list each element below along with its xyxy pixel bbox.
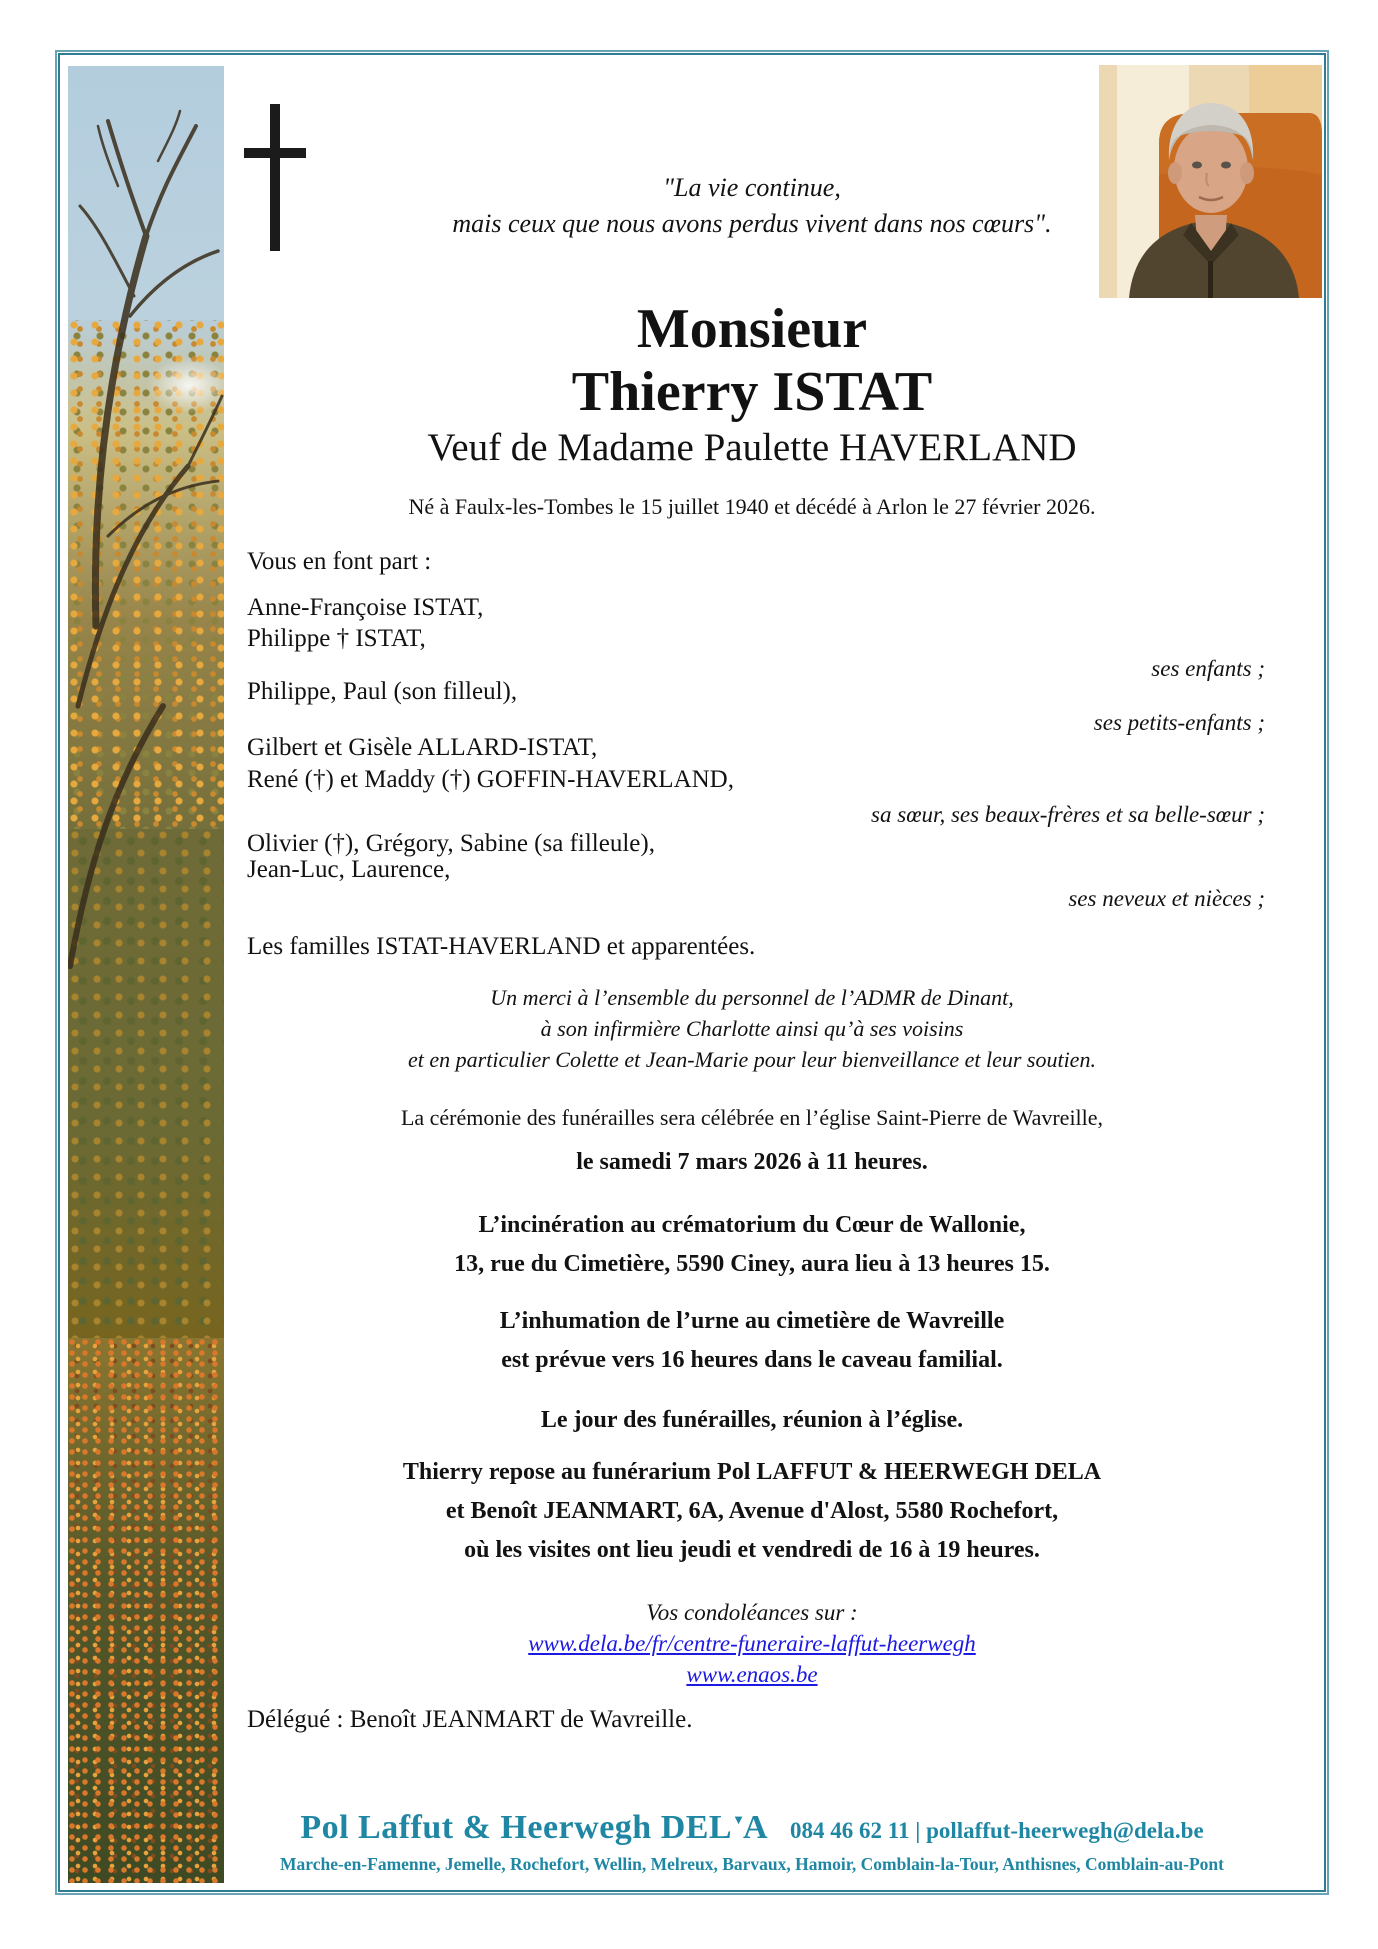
funeral-home-footer <box>232 1809 1272 1847</box>
announcement-intro: Vous en font part : <box>247 548 432 575</box>
birth-death-line: Né à Faulx-les-Tombes le 15 juillet 1940 et décédé à Arlon le 27 février 2026. <box>408 494 1096 519</box>
funerarium-line: où les visites ont lieu jeudi et vendredi de 16 à 19 heures. <box>464 1537 1040 1563</box>
condolences-label: Vos condoléances sur : <box>646 1600 858 1625</box>
condolences-link-enaos[interactable]: www.enaos.be <box>686 1662 818 1687</box>
autumn-leaf-ground <box>68 1338 224 1883</box>
deceased-subtitle: Veuf de Madame Paulette HAVERLAND <box>427 426 1077 469</box>
family-name-row: Philippe † ISTAT, <box>247 625 426 652</box>
opening-quote <box>232 170 1272 242</box>
funerarium-line: et Benoît JEANMART, 6A, Avenue d'Alost, 5580 Rochefort, <box>445 1498 1059 1524</box>
reunion-line: Le jour des funérailles, réunion à l’église. <box>540 1407 964 1433</box>
family-name-row: Jean-Luc, Laurence, <box>247 856 451 883</box>
ceremony-intro: La cérémonie des funérailles sera célébrée en l’église Saint-Pierre de Wavreille, <box>400 1105 1104 1130</box>
condolences-link-dela[interactable]: www.dela.be/fr/centre-funeraire-laffut-heerwegh <box>528 1631 976 1656</box>
relation-label: ses neveux et nièces ; <box>1068 886 1265 911</box>
memorial-card <box>55 50 1329 1895</box>
family-name-row: Olivier (†), Grégory, Sabine (sa filleule), <box>247 830 655 857</box>
funeral-home-logo: Pol Laffut & Heerwegh DEL▼A <box>300 1809 769 1846</box>
family-name-row: Anne-Françoise ISTAT, <box>247 594 484 621</box>
dela-logo-mark-icon: ▼ <box>732 1812 743 1827</box>
footer-phone-email: 084 46 62 11 | pollaffut-heerwegh@dela.be <box>790 1818 1204 1843</box>
delegate-line: Délégué : Benoît JEANMART de Wavreille. <box>247 1706 693 1733</box>
footer-locations: Marche-en-Famenne, Jemelle, Rochefort, Wellin, Melreux, Barvaux, Hamoir, Comblain-la-Tour, Anthisnes, Comblain-au-Pont <box>279 1854 1224 1874</box>
title-line-name: Thierry ISTAT <box>571 361 933 423</box>
relation-label: sa sœur, ses beaux-frères et sa belle-sœur ; <box>871 802 1265 827</box>
quote-line: mais ceux que nous avons perdus vivent dans nos cœurs". <box>452 209 1052 238</box>
inhumation-paragraph <box>232 1306 1272 1384</box>
relation-label: ses petits-enfants ; <box>1093 710 1265 735</box>
families-line: Les familles ISTAT-HAVERLAND et apparentées. <box>247 933 756 960</box>
ceremony-datetime: le samedi 7 mars 2026 à 11 heures. <box>576 1149 928 1175</box>
family-name-row: Gilbert et Gisèle ALLARD-ISTAT, <box>247 734 598 761</box>
title-line-monsieur: Monsieur <box>636 298 868 360</box>
funerarium-line: Thierry repose au funérarium Pol LAFFUT & HEERWEGH DELA <box>402 1459 1102 1485</box>
tribute-line: et en particulier Colette et Jean-Marie pour leur bienveillance et leur soutien. <box>408 1047 1096 1072</box>
inhumation-line: est prévue vers 16 heures dans le caveau familial. <box>501 1347 1003 1373</box>
family-name-row: Philippe, Paul (son filleul), <box>247 678 518 705</box>
inhumation-line: L’inhumation de l’urne au cimetière de Wavreille <box>499 1308 1005 1334</box>
relation-label: ses enfants ; <box>1151 656 1265 681</box>
condolences-block <box>232 1598 1272 1690</box>
quote-line: "La vie continue, <box>663 173 841 202</box>
tribute-line: Un merci à l’ensemble du personnel de l’ADMR de Dinant, <box>490 985 1014 1010</box>
cremation-line: L’incinération au crématorium du Cœur de Wallonie, <box>478 1212 1026 1238</box>
cremation-line: 13, rue du Cimetière, 5590 Ciney, aura lieu à 13 heures 15. <box>454 1251 1050 1277</box>
family-name-row: René (†) et Maddy (†) GOFFIN-HAVERLAND, <box>247 766 734 793</box>
cremation-paragraph <box>232 1210 1272 1288</box>
tribute-line: à son infirmière Charlotte ainsi qu’à ses voisins <box>540 1016 964 1041</box>
funerarium-paragraph <box>232 1457 1272 1574</box>
deceased-title <box>232 298 1272 424</box>
tree-branches-illustration <box>68 66 224 1156</box>
tribute-paragraph <box>232 982 1272 1075</box>
autumn-photo <box>68 66 224 1883</box>
